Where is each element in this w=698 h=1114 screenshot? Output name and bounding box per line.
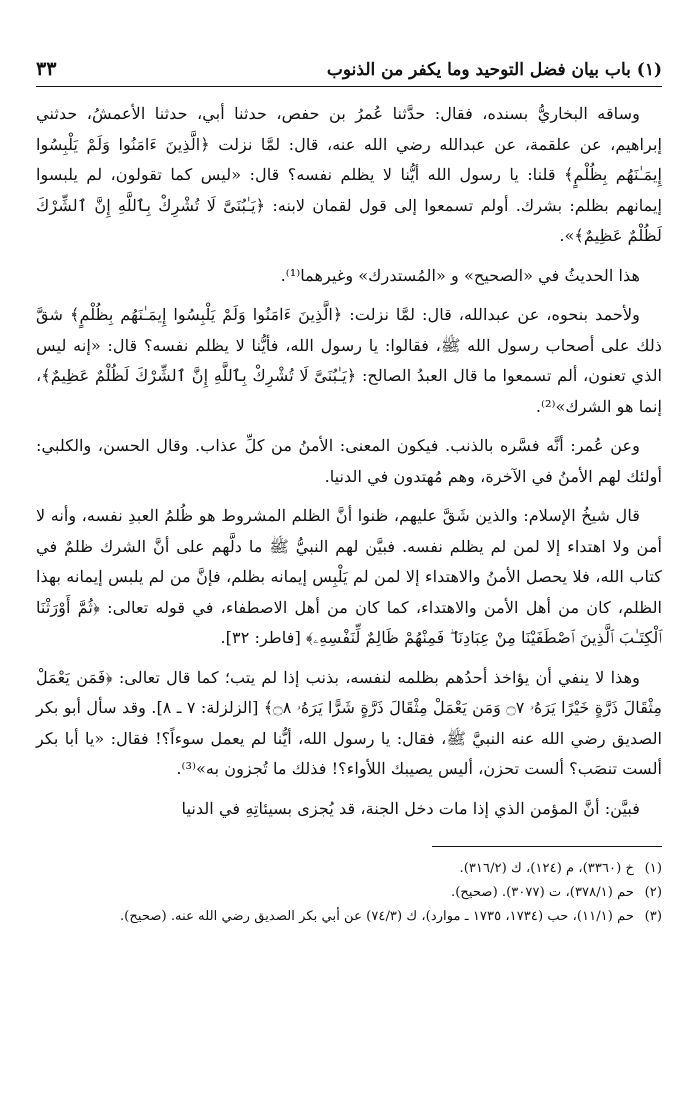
paragraph: فبيَّن: أنَّ المؤمن الذي إذا مات دخل الجنة، قد يُجزى بسيئاتِهِ في الدنيا xyxy=(181,798,640,818)
paragraph: وعن عُمر: أنَّه فسَّره بالذنب. فيكون المعنى: الأمنُ من كلِّ عذاب. وقال الحسن، والكلبي: أولئك لهم الأمنُ في الآخرة، وهم مُهتدون في الدنيا. xyxy=(36,436,662,486)
page-number: ٣٣ xyxy=(36,58,57,80)
paragraph: وساقه البخاريُّ بسنده، فقال: حدَّثنا عُمرُ بن حفص، حدثنا أبي، حدثنا الأعمشُ، حدثني إبراهيم، عن علقمة، عن عبدالله رضي الله عنه، قال: لمَّا نزلت ﴿الَّذِينَ ءَامَنُوا وَلَمْ يَلْبِسُوا إِيمَـٰنَهُم بِظُلْمٍ﴾ قلنا: يا رسول الله أيُّنا لا يظلم نفسه؟ قال: «ليس كما تقولون، لم يلبسوا إيمانهم بظلم: بشرك. أولم تسمعوا إلى قول لقمان لابنه: ﴿يَـٰبُنَىَّ لَا تُشْرِكْ بِٱللَّهِ إِنَّ ٱلشِّرْكَ لَظُلْمٌ عَظِيمٌ﴾». xyxy=(36,104,662,245)
main-text xyxy=(36,99,662,824)
running-header xyxy=(36,58,662,87)
footnote-item xyxy=(36,905,662,929)
footnote-text: خ (٣٣٦٠)، م (١٢٤)، ك (٣١٦/٢). xyxy=(459,861,634,876)
paragraph: وهذا لا ينفي أن يؤاخذ أحدُهم بظلمه لنفسه، بذنب إذا لم يتب؛ كما قال تعالى: ﴿فَمَن يَعْمَلْ مِثْقَالَ ذَرَّةٍ خَيْرًا يَرَهُۥ ۝٧ وَمَن يَعْمَلْ مِثْقَالَ ذَرَّةٍ شَرًّا يَرَهُۥ ۝٨﴾ [الزلزلة: ٧ ـ ٨]. وقد سأل أبو بكر الصديق رضي الله عنه النبيَّ ﷺ، فقال: يا رسول الله، أيُّنا لم يعمل سوءاً؟! فقال: «يا أبا بكر ألست تنصَب؟ ألست تحزن، أليس يصيبك اللأواء؟! فذلك ما تُجزون به»⁽³⁾. xyxy=(36,667,662,778)
footnote-item xyxy=(36,881,662,905)
footnote-number: (٢) xyxy=(644,885,662,900)
footnote-number: (٣) xyxy=(644,909,662,924)
footnote-number: (١) xyxy=(644,861,662,876)
paragraph: قال شيخُ الإسلام: والذين شَقَّ عليهم، ظنوا أنَّ الظلم المشروط هو ظُلمُ العبدِ نفسه، وأنه لا أمن ولا اهتداء إلا لمن لم يظلم نفسه. فبيَّن لهم النبيُّ ﷺ ما دلَّهم على أنَّ الشرك ظلمٌ في كتاب الله، فلا يحصل الأمنُ والاهتداء إلا لمن لم يَلْبِس إيمانه بظلم، فإنَّ من لم يلبس إيمانه بهذا الظلم، كان من أهل الأمن والاهتداء، كما كان من أهل الاصطفاء، في قوله تعالى: ﴿ثُمَّ أَوْرَثْنَا ٱلْكِتَـٰبَ ٱلَّذِينَ ٱصْطَفَيْنَا مِنْ عِبَادِنَا ۖ فَمِنْهُمْ ظَالِمٌ لِّنَفْسِهِۦ﴾ [فاطر: ٣٢]. xyxy=(36,506,662,647)
paragraph: ولأحمد بنحوه، عن عبدالله، قال: لمَّا نزلت: ﴿الَّذِينَ ءَامَنُوا وَلَمْ يَلْبِسُوا إِيمَـٰنَهُم بِظُلْمٍ﴾ شقَّ ذلك على أصحاب رسول الله ﷺ، فقالوا: يا رسول الله، فأيُّنا لا يظلم نفسه؟ قال: «إنه ليس الذي تعنون، ألم تسمعوا ما قال العبدُ الصالح: ﴿يَـٰبُنَىَّ لَا تُشْرِكْ بِٱللَّهِ إِنَّ ٱلشِّرْكَ لَظُلْمٌ عَظِيمٌ﴾، إنما هو الشرك»⁽²⁾. xyxy=(36,305,662,416)
footnote-divider xyxy=(432,846,662,847)
footnote-text: حم (٣٧٨/١)، ت (٣٠٧٧). (صحيح). xyxy=(451,885,634,900)
chapter-title: (١) باب بيان فضل التوحيد وما يكفر من الذنوب xyxy=(326,60,662,80)
footnote-text: حم (١١/١)، حب (١٧٣٤، ١٧٣٥ ـ موارد)، ك (٧٤/٣) عن أبي بكر الصديق رضي الله عنه. (صحيح). xyxy=(119,909,634,924)
book-page xyxy=(36,58,662,929)
footnote-item xyxy=(36,857,662,881)
paragraph: هذا الحديثُ في «الصحيح» و «المُستدرك» وغيرهما⁽¹⁾. xyxy=(280,265,640,285)
footnotes xyxy=(36,857,662,929)
